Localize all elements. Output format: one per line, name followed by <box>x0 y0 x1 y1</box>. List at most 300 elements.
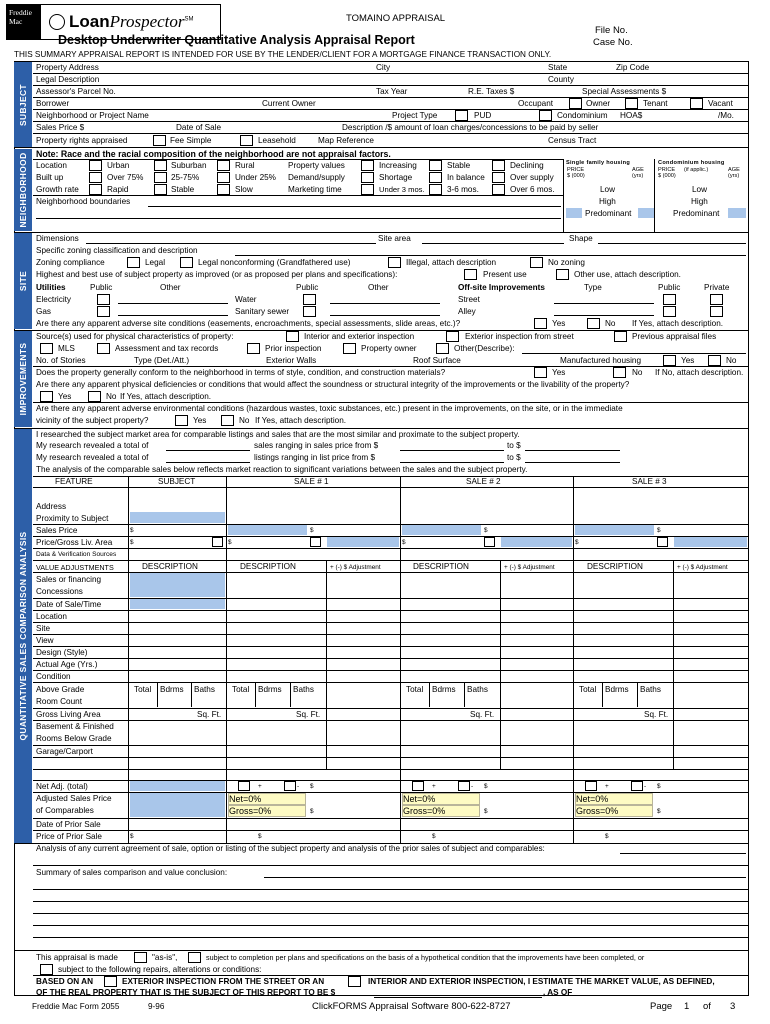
occupant-owner-label: Owner <box>586 99 611 108</box>
sale3-net-dollar: $ <box>657 783 661 790</box>
property-owner-checkbox[interactable] <box>343 343 356 354</box>
appraiser-name: TOMAINO APPRAISAL <box>346 13 446 24</box>
re-taxes-label: R.E. Taxes $ <box>468 87 515 96</box>
utilities-public-header: Public <box>90 283 113 292</box>
sale3-minus-label: - <box>644 783 647 790</box>
deficiencies-no-checkbox[interactable] <box>88 391 101 402</box>
sources-label: Source(s) used for physical characteristics of property: <box>36 332 234 341</box>
sale1-minus-checkbox[interactable] <box>284 781 296 791</box>
rapid-checkbox[interactable] <box>89 184 102 195</box>
section-site-bar: SITE <box>14 233 32 329</box>
utilities-public-header-2: Public <box>296 283 319 292</box>
case-no-label: Case No. <box>593 37 633 48</box>
sale3-sales-price-dollar: $ <box>657 527 661 534</box>
25-75-checkbox[interactable] <box>154 172 167 183</box>
sale1-plus-label: + <box>258 783 262 790</box>
condominium-label: Condominium <box>557 111 608 120</box>
sale3-gla-toggle[interactable] <box>657 537 668 547</box>
slow-checkbox[interactable] <box>217 184 230 195</box>
sale3-plus-label: + <box>605 783 609 790</box>
electricity-public-checkbox[interactable] <box>97 294 110 305</box>
mls-checkbox[interactable] <box>40 343 53 354</box>
other-use-checkbox[interactable] <box>556 269 569 280</box>
borrower-label: Borrower <box>36 99 70 108</box>
per-month-label: /Mo. <box>718 111 734 120</box>
subject-gla-dollar: $ <box>130 539 134 546</box>
sales-ranging-label: sales ranging in sales price from $ <box>254 441 379 450</box>
sale2-net-dollar: $ <box>484 783 488 790</box>
exterior-street-checkbox[interactable] <box>446 331 459 342</box>
over-6-label: Over 6 mos. <box>510 185 555 194</box>
summary-label: Summary of sales comparison and value conclusion: <box>36 868 228 877</box>
condo-high-label: High <box>691 197 708 206</box>
sale2-gross-value: Gross=0% <box>403 806 446 816</box>
row-gla: Gross Living Area <box>36 710 101 719</box>
condo-predominant-label: Predominant <box>673 209 720 218</box>
sale3-gross-value: Gross=0% <box>576 806 619 816</box>
deficiencies-yes-checkbox[interactable] <box>40 391 53 402</box>
subject-financing-field[interactable] <box>130 573 225 597</box>
exterior-inspection-checkbox[interactable] <box>104 976 117 987</box>
other-describe-label: Other(Describe): <box>454 344 515 353</box>
zoning-illegal-label: Illegal, attach description <box>406 258 497 267</box>
logo-service-mark: SM <box>184 16 194 23</box>
exterior-inspection-label: EXTERIOR INSPECTION FROM THE STREET OR AN <box>122 977 325 986</box>
subject-description-header: DESCRIPTION <box>142 562 198 571</box>
row-value-adjustments: VALUE ADJUSTMENTS <box>36 563 114 572</box>
subject-proximity-field[interactable] <box>130 512 225 523</box>
footer-of-label: of <box>703 1001 711 1012</box>
alley-label: Alley <box>458 307 476 316</box>
sale2-prior-dollar: $ <box>432 833 436 840</box>
sale2-plus-label: + <box>432 783 436 790</box>
gas-public-checkbox[interactable] <box>97 306 110 317</box>
occupant-tenant-checkbox[interactable] <box>625 98 638 109</box>
shortage-label: Shortage <box>379 173 413 182</box>
completion-checkbox[interactable] <box>188 952 201 963</box>
environmental-yes-label: Yes <box>193 416 207 425</box>
alley-private-checkbox[interactable] <box>710 306 723 317</box>
condo-if-applicable: (if applic.) <box>684 167 709 173</box>
sale2-header: SALE # 2 <box>466 477 501 486</box>
sale2-plus-checkbox[interactable] <box>412 781 424 791</box>
prior-inspection-label: Prior inspection <box>265 344 322 353</box>
footer-form-number: Freddie Mac Form 2055 <box>32 1002 120 1011</box>
subject-header: SUBJECT <box>158 477 196 486</box>
interior-inspection-label: INTERIOR AND EXTERIOR INSPECTION, I ESTIMATE THE MARKET VALUE, AS DEFINED, <box>368 977 715 986</box>
growth-rate-label: Growth rate <box>36 185 79 194</box>
zoning-compliance-label: Zoning compliance <box>36 258 105 267</box>
offsite-private-header: Private <box>704 283 730 292</box>
demand-supply-label: Demand/supply <box>288 173 345 182</box>
interior-inspection-checkbox[interactable] <box>348 976 361 987</box>
conform-label: Does the property generally conform to the neighborhood in terms of style, condition, and construction materials? <box>36 368 446 377</box>
under-25-checkbox[interactable] <box>217 172 230 183</box>
researched-text: I researched the subject market area for comparable listings and sales that are the most similar and proximate to the subject property. <box>36 430 520 439</box>
leasehold-checkbox[interactable] <box>240 135 253 146</box>
environmental-no-checkbox[interactable] <box>221 415 234 426</box>
row-rooms-below: Rooms Below Grade <box>36 734 112 743</box>
listings-to-label: to $ <box>507 453 521 462</box>
row-view: View <box>36 636 54 645</box>
property-address-label: Property Address <box>36 63 99 72</box>
property-values-label: Property values <box>288 161 345 170</box>
sale1-gla-toggle[interactable] <box>310 537 321 547</box>
water-public-checkbox[interactable] <box>303 294 316 305</box>
over-supply-label: Over supply <box>510 173 554 182</box>
condo-housing-header: Condominium housing <box>658 160 725 166</box>
date-of-sale-label: Date of Sale <box>176 123 222 132</box>
sale3-baths-label: Baths <box>640 685 661 694</box>
sf-low-label: Low <box>600 185 616 194</box>
in-balance-label: In balance <box>447 173 485 182</box>
water-label: Water <box>235 295 257 304</box>
fee-simple-checkbox[interactable] <box>153 135 166 146</box>
subject-total-label: Total <box>134 685 152 694</box>
condo-age-label: AGE <box>728 167 740 173</box>
condo-low-label: Low <box>692 185 708 194</box>
stable-growth-checkbox[interactable] <box>154 184 167 195</box>
conform-yes-checkbox[interactable] <box>534 367 547 378</box>
deficiencies-no-label: No <box>106 392 117 401</box>
under-3-label: Under 3 mos. <box>379 185 425 194</box>
occupant-tenant-label: Tenant <box>643 99 668 108</box>
repairs-label: subject to the following repairs, alterations or conditions: <box>58 965 262 974</box>
section-sales-bar: QUANTITATIVE SALES COMPARISON ANALYSIS <box>14 429 32 843</box>
sale1-net-value: Net=0% <box>229 794 262 804</box>
prior-inspection-checkbox[interactable] <box>247 343 260 354</box>
footer-page-total: 3 <box>730 1001 736 1012</box>
leasehold-label: Leasehold <box>258 136 296 145</box>
sale3-plus-checkbox[interactable] <box>585 781 597 791</box>
sale2-gla-dollar: $ <box>402 539 406 546</box>
as-is-label: "as-is", <box>152 953 178 962</box>
built-up-label: Built up <box>36 173 64 182</box>
logo-bold-text: Loan <box>69 12 110 31</box>
sale3-gla-dollar: $ <box>575 539 579 546</box>
row-basement: Basement & Finished <box>36 722 114 731</box>
footer-page-number: 1 <box>684 1001 690 1012</box>
stable-values-label: Stable <box>447 161 471 170</box>
city-label: City <box>376 63 391 72</box>
dimensions-label: Dimensions <box>36 234 79 243</box>
sf-predominant-label: Predominant <box>585 209 632 218</box>
row-design: Design (Style) <box>36 648 88 657</box>
other-describe-checkbox[interactable] <box>436 343 449 354</box>
section-subject-bar: SUBJECT <box>14 62 32 147</box>
appraisal-made-label: This appraisal is made <box>36 953 118 962</box>
exterior-street-label: Exterior inspection from street <box>465 332 574 341</box>
sale3-bdrms-label: Bdrms <box>605 685 629 694</box>
over-75-label: Over 75% <box>107 173 144 182</box>
declining-label: Declining <box>510 161 544 170</box>
mls-label: MLS <box>58 344 75 353</box>
sale2-minus-checkbox[interactable] <box>458 781 470 791</box>
3-6-label: 3-6 mos. <box>447 185 479 194</box>
suburban-label: Suburban <box>171 161 207 170</box>
zoning-legal-checkbox[interactable] <box>127 257 140 268</box>
sale3-header: SALE # 3 <box>632 477 667 486</box>
over-75-checkbox[interactable] <box>89 172 102 183</box>
sale1-net-dollar: $ <box>310 783 314 790</box>
section-improvements-bar: IMPROVEMENTS <box>14 331 32 427</box>
adverse-conditions-label: Are there any apparent adverse site conditions (easements, encroachments, special assessments, slide areas, etc.)? <box>36 319 461 328</box>
frame-right <box>748 61 749 996</box>
current-owner-label: Current Owner <box>262 99 316 108</box>
tax-year-label: Tax Year <box>376 87 408 96</box>
condo-age-unit: (yrs) <box>728 173 740 179</box>
sale1-bdrms-label: Bdrms <box>258 685 282 694</box>
row-date-of-sale: Date of Sale/Time <box>36 600 102 609</box>
subject-gla-toggle[interactable] <box>212 537 223 547</box>
other-use-label: Other use, attach description. <box>574 270 681 279</box>
increasing-label: Increasing <box>379 161 417 170</box>
condominium-checkbox[interactable] <box>539 110 552 121</box>
pud-label: PUD <box>474 111 492 120</box>
environmental-label-2: vicinity of the subject property? <box>36 416 149 425</box>
footer-form-date: 9-96 <box>148 1002 165 1011</box>
census-tract-label: Census Tract <box>548 136 597 145</box>
row-above-grade: Above Grade <box>36 685 85 694</box>
sale3-total-label: Total <box>579 685 597 694</box>
previous-files-label: Previous appraisal files <box>632 332 717 341</box>
manufactured-yes-label: Yes <box>681 356 695 365</box>
rapid-label: Rapid <box>107 185 129 194</box>
under-3-checkbox[interactable] <box>361 184 374 195</box>
suburban-checkbox[interactable] <box>154 160 167 171</box>
sale2-net-value: Net=0% <box>403 794 436 804</box>
section-neighborhood-bar: NEIGHBORHOOD <box>14 149 32 231</box>
marketing-time-label: Marketing time <box>288 185 342 194</box>
sale3-description-header: DESCRIPTION <box>587 562 643 571</box>
street-private-checkbox[interactable] <box>710 294 723 305</box>
page-title: Desktop Underwriter Quantitative Analysis Appraisal Report <box>58 33 415 47</box>
adjusted-price-label-2: of Comparables <box>36 806 94 815</box>
location-label: Location <box>36 161 67 170</box>
sale1-plus-checkbox[interactable] <box>238 781 250 791</box>
revealed-listings-label: My research revealed a total of <box>36 453 149 462</box>
property-rights-label: Property rights appraised <box>36 136 128 145</box>
electricity-label: Electricity <box>36 295 72 304</box>
present-use-label: Present use <box>483 270 527 279</box>
row-actual-age: Actual Age (Yrs.) <box>36 660 98 669</box>
feature-header: FEATURE <box>55 477 93 486</box>
logo-italic-text: Prospector <box>109 12 185 31</box>
sale3-prior-dollar: $ <box>605 833 609 840</box>
previous-files-checkbox[interactable] <box>614 331 627 342</box>
occupant-owner-checkbox[interactable] <box>569 98 582 109</box>
adverse-no-checkbox[interactable] <box>587 318 600 329</box>
adverse-if-yes-label: If Yes, attach description. <box>632 319 724 328</box>
condo-price-unit: $ (000) <box>658 173 676 179</box>
25-75-label: 25-75% <box>171 173 200 182</box>
sale3-minus-checkbox[interactable] <box>631 781 643 791</box>
zoning-illegal-checkbox[interactable] <box>388 257 401 268</box>
over-supply-checkbox[interactable] <box>492 172 505 183</box>
hoa-label: HOA$ <box>620 111 643 120</box>
sale1-sales-price-dollar: $ <box>310 527 314 534</box>
state-label: State <box>548 63 568 72</box>
agreement-label: Analysis of any current agreement of sale, option or listing of the subject property and analysis of the prior sales of subject and comparables: <box>36 844 545 853</box>
interior-exterior-checkbox[interactable] <box>286 331 299 342</box>
date-prior-label: Date of Prior Sale <box>36 820 101 829</box>
utilities-other-header: Other <box>160 283 181 292</box>
adverse-no-label: No <box>605 319 616 328</box>
occupant-vacant-checkbox[interactable] <box>690 98 703 109</box>
fee-simple-label: Fee Simple <box>170 136 212 145</box>
based-on-label: BASED ON AN <box>36 977 94 986</box>
sale2-sqft-label: Sq. Ft. <box>470 710 495 719</box>
row-room-count: Room Count <box>36 697 82 706</box>
county-label: County <box>548 75 574 84</box>
declining-checkbox[interactable] <box>492 160 505 171</box>
shortage-checkbox[interactable] <box>361 172 374 183</box>
sf-age-label: AGE <box>632 167 644 173</box>
property-owner-label: Property owner <box>361 344 417 353</box>
deficiencies-yes-label: Yes <box>58 392 72 401</box>
manufactured-yes-checkbox[interactable] <box>663 355 676 366</box>
manufactured-housing-label: Manufactured housing <box>560 356 642 365</box>
subject-prior-dollar: $ <box>130 833 134 840</box>
under-25-label: Under 25% <box>235 173 276 182</box>
repairs-checkbox[interactable] <box>40 964 53 975</box>
environmental-no-label: No <box>239 416 250 425</box>
sale1-adjusted-dollar: $ <box>310 808 314 815</box>
row-sales-price: Sales Price <box>36 526 78 535</box>
sf-high-label: High <box>599 197 616 206</box>
sales-price-label: Sales Price $ <box>36 123 85 132</box>
legal-description-label: Legal Description <box>36 75 100 84</box>
urban-checkbox[interactable] <box>89 160 102 171</box>
row-site: Site <box>36 624 51 633</box>
conform-yes-label: Yes <box>552 368 566 377</box>
occupant-vacant-label: Vacant <box>708 99 733 108</box>
site-area-label: Site area <box>378 234 411 243</box>
street-label: Street <box>458 295 480 304</box>
conform-if-no-label: If No, attach description. <box>655 368 744 377</box>
sale1-prior-dollar: $ <box>258 833 262 840</box>
freddie-mac-logo: Freddie Mac <box>7 5 41 39</box>
stable-growth-label: Stable <box>171 185 195 194</box>
rural-checkbox[interactable] <box>217 160 230 171</box>
highest-best-use-label: Highest and best use of subject property as improved (or as proposed per plans and specifications): <box>36 270 398 279</box>
sale3-net-value: Net=0% <box>576 794 609 804</box>
offsite-public-header: Public <box>658 283 681 292</box>
sf-price-label: PRICE <box>567 167 585 173</box>
street-public-checkbox[interactable] <box>663 294 676 305</box>
increasing-checkbox[interactable] <box>361 160 374 171</box>
rural-label: Rural <box>235 161 255 170</box>
sewer-public-checkbox[interactable] <box>303 306 316 317</box>
listings-ranging-label: listings ranging in list price from $ <box>254 453 376 462</box>
occupant-label: Occupant <box>518 99 554 108</box>
as-is-checkbox[interactable] <box>134 952 147 963</box>
sf-age-unit: (yrs) <box>632 173 644 179</box>
no-zoning-checkbox[interactable] <box>530 257 543 268</box>
neighborhood-name-label: Neighborhood or Project Name <box>36 111 149 120</box>
offsite-type-header: Type <box>584 283 602 292</box>
sale2-description-header: DESCRIPTION <box>413 562 469 571</box>
adverse-yes-checkbox[interactable] <box>534 318 547 329</box>
deficiencies-label: Are there any apparent physical deficiencies or conditions that would affect the soundness or structural integrity of the improvements or the livability of the property? <box>36 380 630 389</box>
sale2-sales-price-dollar: $ <box>484 527 488 534</box>
file-no-label: File No. <box>595 25 628 36</box>
row-price-gla: Price/Gross Liv. Area <box>36 538 113 547</box>
deficiencies-if-yes-label: If Yes, attach description. <box>120 392 212 401</box>
pud-checkbox[interactable] <box>455 110 468 121</box>
loan-charges-label: Description /$ amount of loan charges/concessions to be paid by seller <box>342 123 599 132</box>
row-address: Address <box>36 502 67 511</box>
race-note: Note: Race and the racial composition of the neighborhood are not appraisal factors. <box>36 149 391 159</box>
interior-exterior-label: Interior and exterior inspection <box>304 332 415 341</box>
stories-label: No. of Stories <box>36 356 86 365</box>
adverse-yes-label: Yes <box>552 319 566 328</box>
zoning-nonconforming-checkbox[interactable] <box>180 257 193 268</box>
footer-software: ClickFORMS Appraisal Software 800-622-8727 <box>312 1001 511 1012</box>
boundaries-label: Neighborhood boundaries <box>36 197 131 206</box>
sale2-adjusted-dollar: $ <box>484 808 488 815</box>
zip-label: Zip Code <box>616 63 650 72</box>
alley-public-checkbox[interactable] <box>663 306 676 317</box>
sale1-baths-label: Baths <box>293 685 314 694</box>
in-balance-checkbox[interactable] <box>429 172 442 183</box>
row-proximity: Proximity to Subject <box>36 514 109 523</box>
environmental-yes-checkbox[interactable] <box>175 415 188 426</box>
over-6-checkbox[interactable] <box>492 184 505 195</box>
revealed-sales-label: My research revealed a total of <box>36 441 149 450</box>
net-adj-label: Net Adj. (total) <box>36 782 88 791</box>
sanitary-sewer-label: Sanitary sewer <box>235 307 290 316</box>
assessment-label: Assessment and tax records <box>115 344 219 353</box>
present-use-checkbox[interactable] <box>464 269 477 280</box>
completion-label: subject to completion per plans and specifications on the basis of a hypothetical condition that the improvements have been completed, or <box>206 953 645 962</box>
price-prior-label: Price of Prior Sale <box>36 832 102 841</box>
sale2-minus-label: - <box>471 783 474 790</box>
sale1-gross-value: Gross=0% <box>229 806 272 816</box>
exterior-walls-label: Exterior Walls <box>266 356 317 365</box>
sale3-adjustment-header: + (-) $ Adjustment <box>677 564 728 571</box>
map-reference-label: Map Reference <box>318 136 374 145</box>
subject-bdrms-label: Bdrms <box>160 685 184 694</box>
assessment-checkbox[interactable] <box>97 343 110 354</box>
real-property-label: OF THE REAL PROPERTY THAT IS THE SUBJECT OF THIS REPORT TO BE $ <box>36 988 336 997</box>
sale2-gla-toggle[interactable] <box>484 537 495 547</box>
row-location: Location <box>36 612 67 621</box>
subject-sales-price-dollar: $ <box>130 527 134 534</box>
row-data-sources: Data & Verification Sources <box>36 551 117 558</box>
sale1-adjustment-header: + (-) $ Adjustment <box>330 564 381 571</box>
manufactured-no-label: No <box>726 356 737 365</box>
sale1-header: SALE # 1 <box>294 477 329 486</box>
subject-adjusted-field[interactable] <box>130 793 225 817</box>
zoning-nonconforming-label: Legal nonconforming (Grandfathered use) <box>198 258 351 267</box>
stable-values-checkbox[interactable] <box>429 160 442 171</box>
sale2-baths-label: Baths <box>467 685 488 694</box>
sale1-description-header: DESCRIPTION <box>240 562 296 571</box>
row-concessions: Concessions <box>36 587 83 596</box>
conform-no-checkbox[interactable] <box>613 367 626 378</box>
sale1-sqft-label: Sq. Ft. <box>296 710 321 719</box>
subject-date-field[interactable] <box>130 599 225 609</box>
utilities-header: Utilities <box>36 283 66 292</box>
manufactured-no-checkbox[interactable] <box>708 355 721 366</box>
3-6-checkbox[interactable] <box>429 184 442 195</box>
utilities-other-header-2: Other <box>368 283 389 292</box>
logo-swirl-icon <box>49 14 65 30</box>
type-det-att-label: Type (Det./Att.) <box>134 356 190 365</box>
no-zoning-label: No zoning <box>548 258 585 267</box>
sale2-adjustment-header: + (-) $ Adjustment <box>504 564 555 571</box>
